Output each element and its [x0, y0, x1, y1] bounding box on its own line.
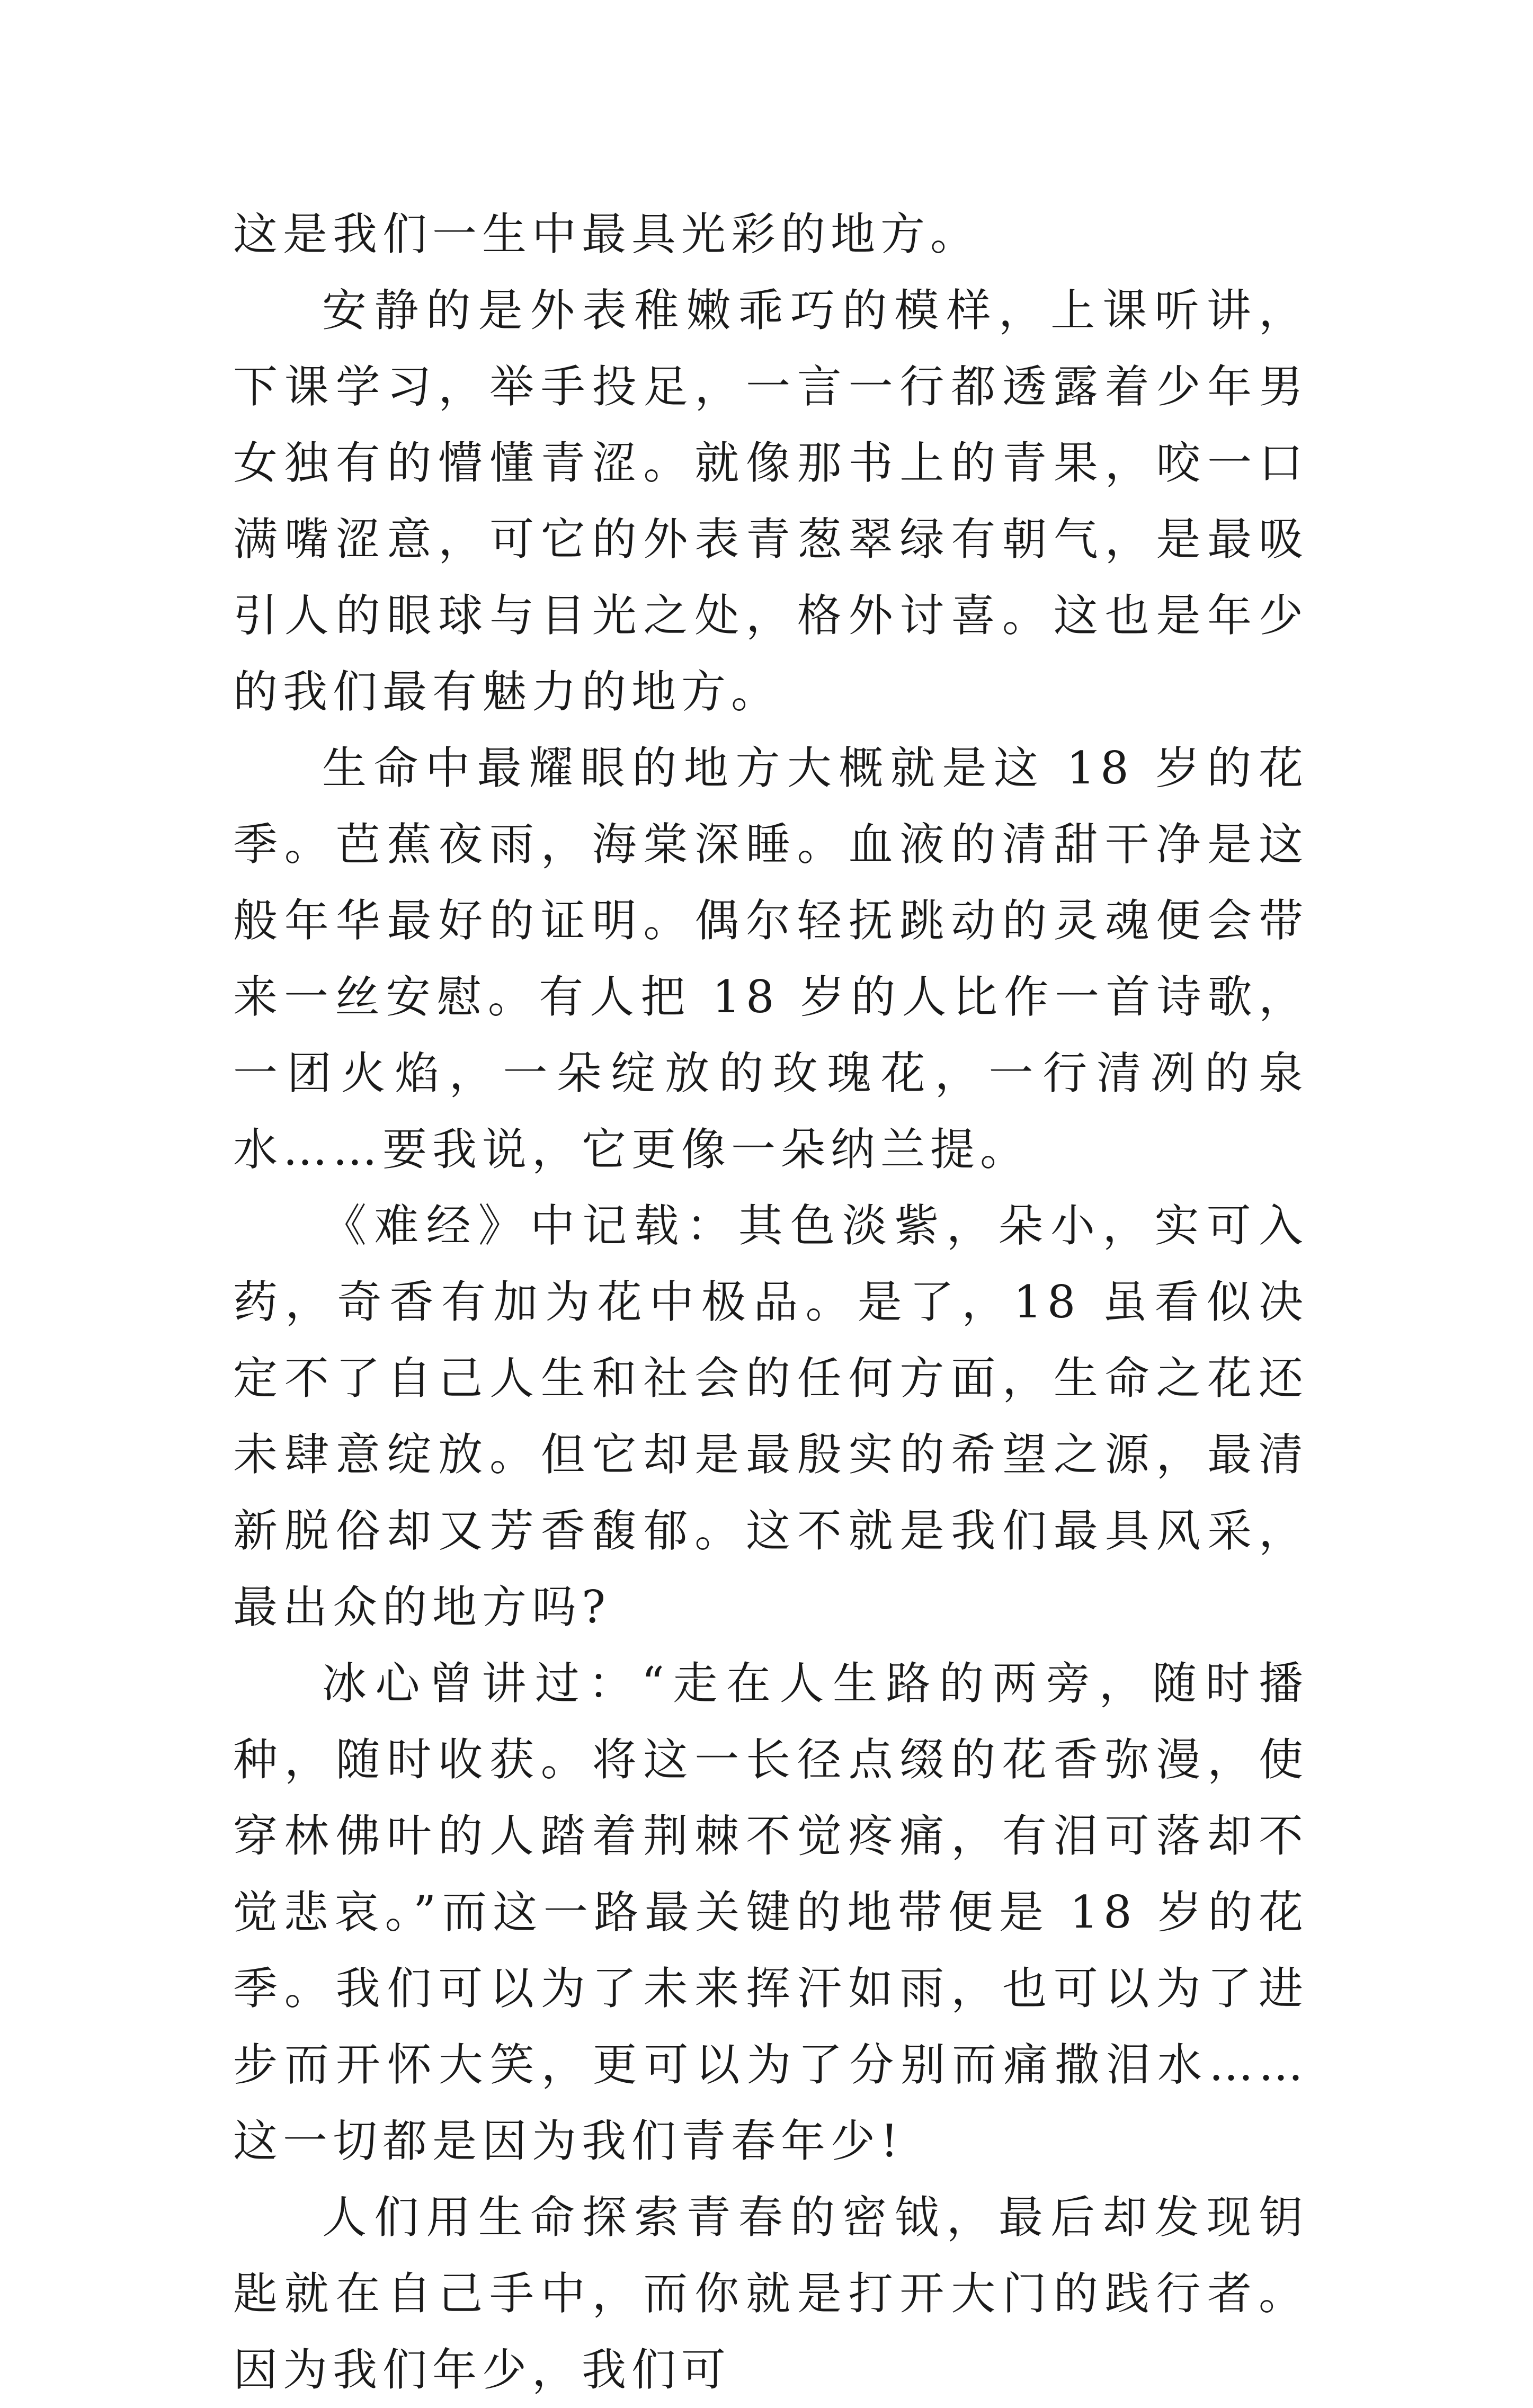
paragraph-3: 生命中最耀眼的地方大概就是这 18 岁的花季。芭蕉夜雨，海棠深睡。血液的清甜干净是这般年华最好的证明。偶尔轻抚跳动的灵魂便会带来一丝安慰。有人把 18 岁的人比作一首诗歌，一团火焰，一朵绽放的玫瑰花，一行清冽的泉水……要我说，它更像一朵纳兰提。 [233, 742, 1308, 1175]
paragraph-2: 安静的是外表稚嫩乖巧的模样，上课听讲，下课学习，举手投足，一言一行都透露着少年男女独有的懵懂青涩。就像那书上的青果，咬一口满嘴涩意，可它的外表青葱翠绿有朝气，是最吸引人的眼球与目光之处，格外讨喜。这也是年少的我们最有魅力的地方。 [233, 284, 1308, 718]
paragraph-5: 冰心曾讲过：“走在人生路的两旁，随时播种，随时收获。将这一长径点缀的花香弥漫，使穿林佛叶的人踏着荆棘不觉疼痛，有泪可落却不觉悲哀。”而这一路最关键的地带便是 18 岁的花季。我们可以为了未来挥汗如雨，也可以为了进步而开怀大笑，更可以为了分别而痛撒泪水……这一切都是因为我们青春年少! [233, 1657, 1309, 2167]
essay-body [233, 196, 1308, 2408]
paragraph-1: 这是我们一生中最具光彩的地方。 [233, 208, 981, 260]
paragraph-4: 《难经》中记载：其色淡紫，朵小，实可入药，奇香有加为花中极品。是了，18 虽看似决定不了自己人生和社会的任何方面，生命之花还未肆意绽放。但它却是最殷实的希望之源，最清新脱俗却又芳香馥郁。这不就是我们最具风采，最出众的地方吗? [233, 1200, 1308, 1633]
paragraph-6: 人们用生命探索青春的密钺，最后却发现钥匙就在自己手中，而你就是打开大门的践行者。因为我们年少，我们可 [233, 2191, 1308, 2396]
